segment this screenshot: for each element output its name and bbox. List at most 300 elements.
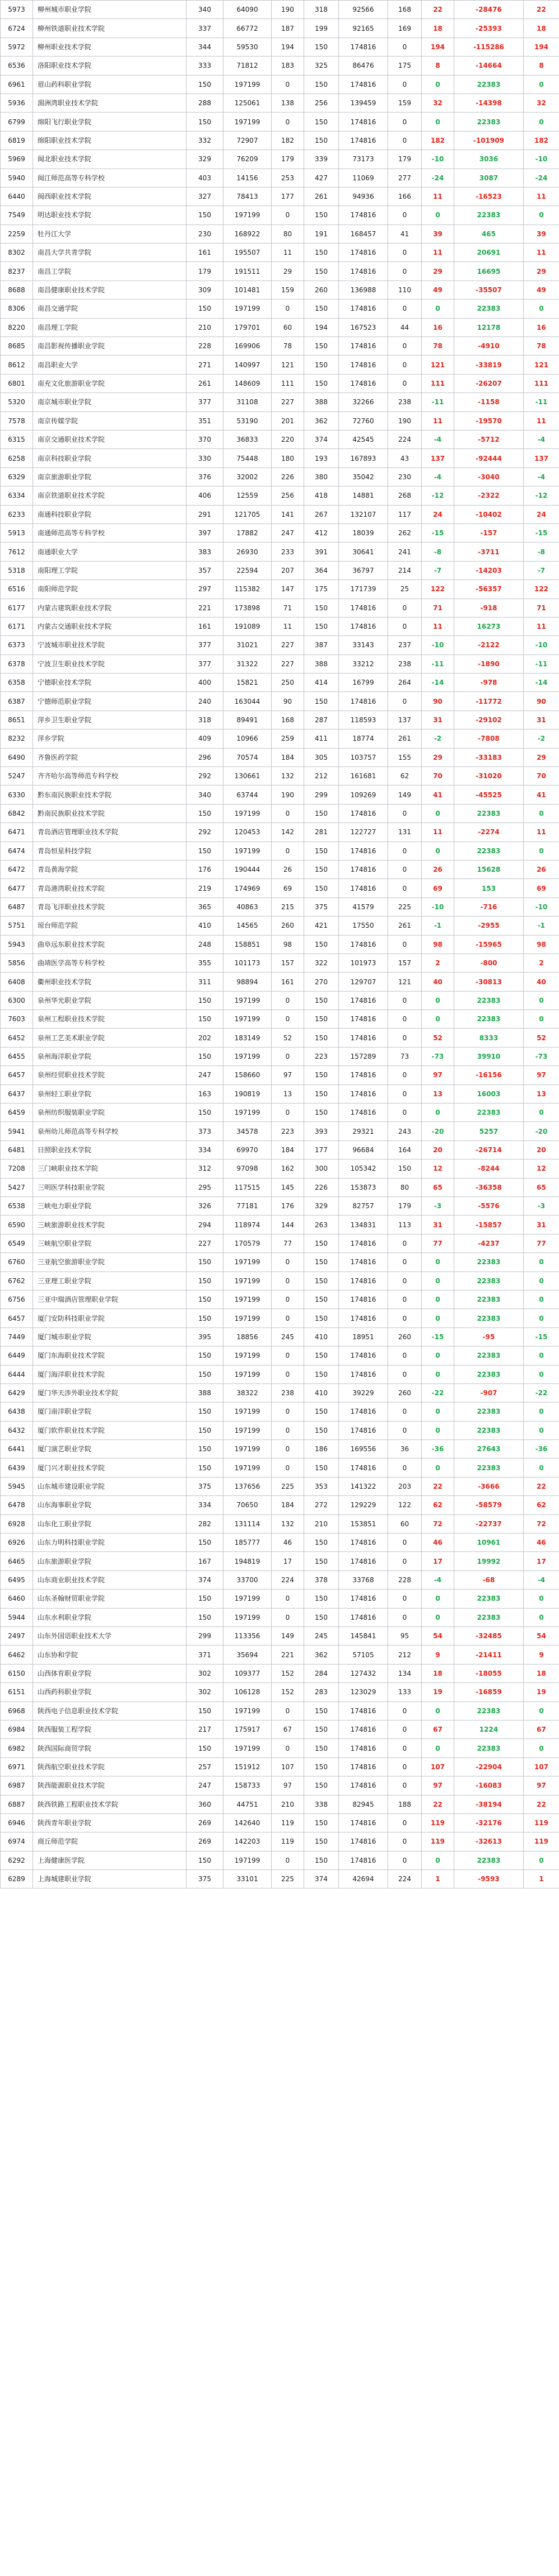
col-6-cell: 191 xyxy=(304,225,339,243)
col-7-cell: 127432 xyxy=(339,1664,388,1682)
col-4-cell: 38322 xyxy=(223,1383,272,1402)
school-name-cell: 闽北职业技术学院 xyxy=(33,150,187,169)
change-cell: -14 xyxy=(524,674,559,692)
col-3-cell: 150 xyxy=(187,1589,223,1608)
school-name-cell: 厦门演艺职业学院 xyxy=(33,1440,187,1458)
rank-diff-cell: 20691 xyxy=(454,244,524,262)
code-cell: 6462 xyxy=(1,1645,33,1664)
code-cell: 8651 xyxy=(1,710,33,729)
school-name-cell: 山东化工职业学院 xyxy=(33,1514,187,1533)
diff-cell: 54 xyxy=(422,1626,454,1645)
col-4-cell: 77181 xyxy=(223,1197,272,1215)
table-row xyxy=(1,1271,559,1290)
col-3-cell: 294 xyxy=(187,1215,223,1234)
rank-diff-cell: 8333 xyxy=(454,1028,524,1047)
table-row xyxy=(1,860,559,878)
change-cell: -2 xyxy=(524,730,559,748)
col-8-cell: 0 xyxy=(388,1739,422,1757)
col-8-cell: 225 xyxy=(388,897,422,916)
col-4-cell: 97098 xyxy=(223,1160,272,1178)
col-6-cell: 150 xyxy=(304,38,339,56)
change-cell: 16 xyxy=(524,318,559,336)
change-cell: 11 xyxy=(524,823,559,841)
col-3-cell: 269 xyxy=(187,1813,223,1832)
col-5-cell: 179 xyxy=(272,150,304,169)
school-name-cell: 商丘师范学院 xyxy=(33,1832,187,1851)
col-4-cell: 170579 xyxy=(223,1234,272,1252)
col-4-cell: 137656 xyxy=(223,1477,272,1495)
col-4-cell: 89491 xyxy=(223,710,272,729)
col-4-cell: 130661 xyxy=(223,767,272,786)
code-cell: 5751 xyxy=(1,917,33,935)
col-6-cell: 261 xyxy=(304,187,339,205)
code-cell: 7549 xyxy=(1,206,33,225)
code-cell: 6487 xyxy=(1,897,33,916)
change-cell: 52 xyxy=(524,1028,559,1047)
col-3-cell: 230 xyxy=(187,225,223,243)
code-cell: 6549 xyxy=(1,1234,33,1252)
diff-cell: 119 xyxy=(422,1832,454,1851)
col-3-cell: 326 xyxy=(187,1197,223,1215)
school-name-cell: 南通职业大学 xyxy=(33,543,187,561)
col-8-cell: 122 xyxy=(388,1496,422,1514)
col-8-cell: 0 xyxy=(388,262,422,280)
col-5-cell: 0 xyxy=(272,1253,304,1271)
col-8-cell: 110 xyxy=(388,280,422,299)
col-5-cell: 121 xyxy=(272,356,304,374)
col-5-cell: 29 xyxy=(272,262,304,280)
col-7-cell: 174816 xyxy=(339,1832,388,1851)
change-cell: 31 xyxy=(524,710,559,729)
change-cell: 0 xyxy=(524,1290,559,1308)
col-7-cell: 174816 xyxy=(339,75,388,93)
col-6-cell: 245 xyxy=(304,1626,339,1645)
col-6-cell: 412 xyxy=(304,523,339,542)
col-6-cell: 194 xyxy=(304,318,339,336)
col-8-cell: 0 xyxy=(388,1066,422,1084)
col-5-cell: 253 xyxy=(272,169,304,187)
rank-diff-cell: -10402 xyxy=(454,505,524,523)
col-6-cell: 150 xyxy=(304,1028,339,1047)
change-cell: -11 xyxy=(524,393,559,412)
change-cell: 0 xyxy=(524,300,559,318)
col-7-cell: 174816 xyxy=(339,841,388,860)
col-4-cell: 169906 xyxy=(223,337,272,356)
col-6-cell: 411 xyxy=(304,730,339,748)
col-4-cell: 197199 xyxy=(223,1701,272,1720)
col-6-cell: 299 xyxy=(304,786,339,804)
table-row xyxy=(1,804,559,822)
rank-diff-cell: -16859 xyxy=(454,1683,524,1701)
diff-cell: 13 xyxy=(422,1084,454,1103)
col-5-cell: 0 xyxy=(272,1402,304,1421)
col-4-cell: 197199 xyxy=(223,1589,272,1608)
diff-cell: 137 xyxy=(422,449,454,467)
col-8-cell: 264 xyxy=(388,674,422,692)
table-row xyxy=(1,374,559,392)
col-4-cell: 197199 xyxy=(223,1851,272,1869)
change-cell: -15 xyxy=(524,523,559,542)
rank-diff-cell: -28476 xyxy=(454,1,524,19)
col-5-cell: 67 xyxy=(272,1720,304,1738)
col-5-cell: 78 xyxy=(272,337,304,356)
diff-cell: 0 xyxy=(422,1104,454,1122)
col-5-cell: 98 xyxy=(272,935,304,953)
col-3-cell: 355 xyxy=(187,953,223,972)
col-7-cell: 174816 xyxy=(339,1776,388,1795)
diff-cell: 22 xyxy=(422,1477,454,1495)
col-4-cell: 70574 xyxy=(223,748,272,766)
col-6-cell: 150 xyxy=(304,1739,339,1757)
col-4-cell: 26930 xyxy=(223,543,272,561)
code-cell: 6177 xyxy=(1,599,33,617)
table-body xyxy=(1,1,559,1888)
school-name-cell: 齐齐哈尔高等师范专科学校 xyxy=(33,767,187,786)
col-6-cell: 150 xyxy=(304,1851,339,1869)
change-cell: 0 xyxy=(524,1458,559,1477)
table-row xyxy=(1,318,559,336)
rank-diff-cell: -18055 xyxy=(454,1664,524,1682)
col-6-cell: 199 xyxy=(304,19,339,38)
school-name-cell: 上海健康医学院 xyxy=(33,1851,187,1869)
code-cell: 5936 xyxy=(1,93,33,112)
col-4-cell: 71812 xyxy=(223,57,272,75)
rank-diff-cell: -1890 xyxy=(454,654,524,673)
col-8-cell: 262 xyxy=(388,523,422,542)
col-4-cell: 117515 xyxy=(223,1178,272,1196)
col-7-cell: 174816 xyxy=(339,1701,388,1720)
diff-cell: -11 xyxy=(422,654,454,673)
table-row xyxy=(1,523,559,542)
col-6-cell: 283 xyxy=(304,1683,339,1701)
col-5-cell: 161 xyxy=(272,973,304,991)
col-4-cell: 197199 xyxy=(223,1271,272,1290)
code-cell: 6373 xyxy=(1,636,33,654)
diff-cell: 49 xyxy=(422,280,454,299)
col-8-cell: 0 xyxy=(388,692,422,710)
rank-diff-cell: 1224 xyxy=(454,1720,524,1738)
school-name-cell: 三亚理工职业学院 xyxy=(33,1271,187,1290)
col-5-cell: 227 xyxy=(272,636,304,654)
school-name-cell: 泉州纺织服装职业学院 xyxy=(33,1104,187,1122)
rank-diff-cell: -2955 xyxy=(454,917,524,935)
table-row xyxy=(1,767,559,786)
table-row xyxy=(1,1178,559,1196)
table-row xyxy=(1,57,559,75)
code-cell: 7449 xyxy=(1,1327,33,1346)
col-5-cell: 0 xyxy=(272,1458,304,1477)
table-row xyxy=(1,1234,559,1252)
col-3-cell: 377 xyxy=(187,654,223,673)
diff-cell: -4 xyxy=(422,1570,454,1589)
col-6-cell: 388 xyxy=(304,393,339,412)
col-6-cell: 177 xyxy=(304,1140,339,1159)
diff-cell: 67 xyxy=(422,1720,454,1738)
code-cell: 6974 xyxy=(1,1832,33,1851)
school-name-cell: 南京传媒学院 xyxy=(33,412,187,430)
col-4-cell: 14156 xyxy=(223,169,272,187)
diff-cell: 40 xyxy=(422,973,454,991)
col-7-cell: 11069 xyxy=(339,169,388,187)
col-4-cell: 197199 xyxy=(223,1458,272,1477)
change-cell: -24 xyxy=(524,169,559,187)
rank-diff-cell: -918 xyxy=(454,599,524,617)
change-cell: 98 xyxy=(524,935,559,953)
table-row xyxy=(1,674,559,692)
col-7-cell: 174816 xyxy=(339,1290,388,1308)
col-8-cell: 214 xyxy=(388,561,422,579)
col-8-cell: 117 xyxy=(388,505,422,523)
col-3-cell: 247 xyxy=(187,1066,223,1084)
col-8-cell: 0 xyxy=(388,1720,422,1738)
code-cell: 6762 xyxy=(1,1271,33,1290)
school-name-cell: 萍乡卫生职业学院 xyxy=(33,710,187,729)
col-4-cell: 31108 xyxy=(223,393,272,412)
col-8-cell: 0 xyxy=(388,1608,422,1626)
col-7-cell: 33212 xyxy=(339,654,388,673)
col-6-cell: 272 xyxy=(304,1496,339,1514)
col-5-cell: 250 xyxy=(272,674,304,692)
change-cell: 0 xyxy=(524,1253,559,1271)
school-name-cell: 厦门安防科技职业学院 xyxy=(33,1309,187,1327)
col-4-cell: 174969 xyxy=(223,879,272,897)
school-name-cell: 牡丹江大学 xyxy=(33,225,187,243)
col-5-cell: 184 xyxy=(272,1140,304,1159)
col-5-cell: 0 xyxy=(272,300,304,318)
change-cell: -36 xyxy=(524,1440,559,1458)
table-row xyxy=(1,1290,559,1308)
code-cell: 6432 xyxy=(1,1421,33,1439)
col-8-cell: 0 xyxy=(388,1832,422,1851)
diff-cell: 41 xyxy=(422,786,454,804)
col-4-cell: 197199 xyxy=(223,300,272,318)
col-3-cell: 150 xyxy=(187,1440,223,1458)
diff-cell: 0 xyxy=(422,1402,454,1421)
change-cell: 22 xyxy=(524,1795,559,1813)
col-3-cell: 406 xyxy=(187,487,223,505)
rank-diff-cell: -95 xyxy=(454,1327,524,1346)
col-8-cell: 0 xyxy=(388,1347,422,1365)
diff-cell: 62 xyxy=(422,1496,454,1514)
col-3-cell: 150 xyxy=(187,300,223,318)
school-name-cell: 陕西能源职业技术学院 xyxy=(33,1776,187,1795)
col-8-cell: 0 xyxy=(388,599,422,617)
diff-cell: 78 xyxy=(422,337,454,356)
col-7-cell: 118593 xyxy=(339,710,388,729)
col-6-cell: 210 xyxy=(304,1514,339,1533)
col-3-cell: 248 xyxy=(187,935,223,953)
col-6-cell: 150 xyxy=(304,617,339,635)
col-6-cell: 260 xyxy=(304,280,339,299)
table-row xyxy=(1,131,559,149)
col-3-cell: 311 xyxy=(187,973,223,991)
rank-diff-cell: 27643 xyxy=(454,1440,524,1458)
col-8-cell: 0 xyxy=(388,1552,422,1570)
col-7-cell: 174816 xyxy=(339,1347,388,1365)
diff-cell: 39 xyxy=(422,225,454,243)
diff-cell: 69 xyxy=(422,879,454,897)
rank-diff-cell: -36358 xyxy=(454,1178,524,1196)
rank-diff-cell: 22383 xyxy=(454,1253,524,1271)
code-cell: 6887 xyxy=(1,1795,33,1813)
col-5-cell: 0 xyxy=(272,1271,304,1290)
table-row xyxy=(1,38,559,56)
rank-diff-cell: 153 xyxy=(454,879,524,897)
col-3-cell: 410 xyxy=(187,917,223,935)
col-6-cell: 150 xyxy=(304,300,339,318)
code-cell: 6987 xyxy=(1,1776,33,1795)
col-7-cell: 132107 xyxy=(339,505,388,523)
col-5-cell: 190 xyxy=(272,786,304,804)
col-5-cell: 183 xyxy=(272,57,304,75)
col-8-cell: 149 xyxy=(388,786,422,804)
table-row xyxy=(1,897,559,916)
rank-diff-cell: -3711 xyxy=(454,543,524,561)
change-cell: 26 xyxy=(524,860,559,878)
col-4-cell: 197199 xyxy=(223,804,272,822)
code-cell: 6590 xyxy=(1,1215,33,1234)
school-name-cell: 山东旅游职业学院 xyxy=(33,1552,187,1570)
school-name-cell: 眉山药科职业学院 xyxy=(33,75,187,93)
col-4-cell: 69970 xyxy=(223,1140,272,1159)
col-6-cell: 150 xyxy=(304,356,339,374)
col-6-cell: 362 xyxy=(304,412,339,430)
rank-diff-cell: 22383 xyxy=(454,1851,524,1869)
code-cell: 5320 xyxy=(1,393,33,412)
col-3-cell: 309 xyxy=(187,280,223,299)
change-cell: -1 xyxy=(524,917,559,935)
change-cell: 41 xyxy=(524,786,559,804)
col-7-cell: 109269 xyxy=(339,786,388,804)
col-6-cell: 150 xyxy=(304,1347,339,1365)
code-cell: 6452 xyxy=(1,1028,33,1047)
table-row xyxy=(1,973,559,991)
col-8-cell: 241 xyxy=(388,543,422,561)
diff-cell: 0 xyxy=(422,1365,454,1383)
school-name-cell: 宁波城市职业技术学院 xyxy=(33,636,187,654)
code-cell: 6968 xyxy=(1,1701,33,1720)
col-5-cell: 111 xyxy=(272,374,304,392)
col-4-cell: 40863 xyxy=(223,897,272,916)
col-7-cell: 171739 xyxy=(339,580,388,599)
rank-diff-cell: 22383 xyxy=(454,1458,524,1477)
change-cell: 17 xyxy=(524,1552,559,1570)
diff-cell: -15 xyxy=(422,1327,454,1346)
diff-cell: -3 xyxy=(422,1197,454,1215)
col-3-cell: 375 xyxy=(187,1477,223,1495)
col-8-cell: 260 xyxy=(388,1383,422,1402)
col-4-cell: 17882 xyxy=(223,523,272,542)
col-7-cell: 174816 xyxy=(339,337,388,356)
col-3-cell: 150 xyxy=(187,1104,223,1122)
table-row xyxy=(1,599,559,617)
col-5-cell: 162 xyxy=(272,1160,304,1178)
col-4-cell: 31021 xyxy=(223,636,272,654)
col-3-cell: 271 xyxy=(187,356,223,374)
code-cell: 6378 xyxy=(1,654,33,673)
table-row xyxy=(1,786,559,804)
school-name-cell: 三亚中瑞酒店管理职业学院 xyxy=(33,1290,187,1308)
col-7-cell: 174816 xyxy=(339,262,388,280)
table-row xyxy=(1,823,559,841)
col-5-cell: 0 xyxy=(272,1440,304,1458)
school-name-cell: 南京城市职业学院 xyxy=(33,393,187,412)
col-3-cell: 376 xyxy=(187,467,223,486)
col-5-cell: 26 xyxy=(272,860,304,878)
school-name-cell: 青岛恒星科技学院 xyxy=(33,841,187,860)
col-4-cell: 72907 xyxy=(223,131,272,149)
table-row xyxy=(1,1309,559,1327)
school-name-cell: 洛阳职业技术学院 xyxy=(33,57,187,75)
code-cell: 5945 xyxy=(1,1477,33,1495)
col-5-cell: 147 xyxy=(272,580,304,599)
table-row xyxy=(1,1776,559,1795)
code-cell: 5318 xyxy=(1,561,33,579)
code-cell: 6171 xyxy=(1,617,33,635)
rank-diff-cell: 16695 xyxy=(454,262,524,280)
col-6-cell: 150 xyxy=(304,1084,339,1103)
change-cell: -12 xyxy=(524,487,559,505)
school-name-cell: 陕西国际商贸学院 xyxy=(33,1739,187,1757)
col-4-cell: 120453 xyxy=(223,823,272,841)
col-7-cell: 72760 xyxy=(339,412,388,430)
change-cell: 0 xyxy=(524,1104,559,1122)
col-5-cell: 46 xyxy=(272,1534,304,1552)
col-5-cell: 256 xyxy=(272,487,304,505)
col-5-cell: 260 xyxy=(272,917,304,935)
col-8-cell: 155 xyxy=(388,748,422,766)
school-name-cell: 宁德职业技术学院 xyxy=(33,674,187,692)
school-name-cell: 南京交通职业技术学院 xyxy=(33,430,187,448)
col-4-cell: 113356 xyxy=(223,1626,272,1645)
rank-diff-cell: 22383 xyxy=(454,1421,524,1439)
col-5-cell: 245 xyxy=(272,1327,304,1346)
col-6-cell: 263 xyxy=(304,1215,339,1234)
col-6-cell: 421 xyxy=(304,917,339,935)
change-cell: 194 xyxy=(524,38,559,56)
change-cell: 46 xyxy=(524,1534,559,1552)
col-5-cell: 132 xyxy=(272,1514,304,1533)
code-cell: 6477 xyxy=(1,879,33,897)
table-row xyxy=(1,280,559,299)
diff-cell: 0 xyxy=(422,113,454,131)
code-cell: 6315 xyxy=(1,430,33,448)
col-5-cell: 60 xyxy=(272,318,304,336)
col-6-cell: 150 xyxy=(304,1271,339,1290)
code-cell: 5941 xyxy=(1,1122,33,1140)
col-3-cell: 365 xyxy=(187,897,223,916)
col-8-cell: 0 xyxy=(388,1365,422,1383)
col-6-cell: 322 xyxy=(304,953,339,972)
change-cell: 119 xyxy=(524,1813,559,1832)
table-row xyxy=(1,1757,559,1776)
change-cell: 67 xyxy=(524,1720,559,1738)
school-name-cell: 南昌健康职业技术学院 xyxy=(33,280,187,299)
col-6-cell: 325 xyxy=(304,57,339,75)
col-4-cell: 59530 xyxy=(223,38,272,56)
table-row xyxy=(1,617,559,635)
col-7-cell: 174816 xyxy=(339,244,388,262)
school-name-cell: 南昌大学共青学院 xyxy=(33,244,187,262)
col-7-cell: 57105 xyxy=(339,1645,388,1664)
col-8-cell: 137 xyxy=(388,710,422,729)
col-5-cell: 132 xyxy=(272,767,304,786)
school-name-cell: 山东圣翰财贸职业学院 xyxy=(33,1589,187,1608)
code-cell: 6441 xyxy=(1,1440,33,1458)
table-row xyxy=(1,300,559,318)
col-7-cell: 174816 xyxy=(339,1851,388,1869)
diff-cell: 9 xyxy=(422,1645,454,1664)
